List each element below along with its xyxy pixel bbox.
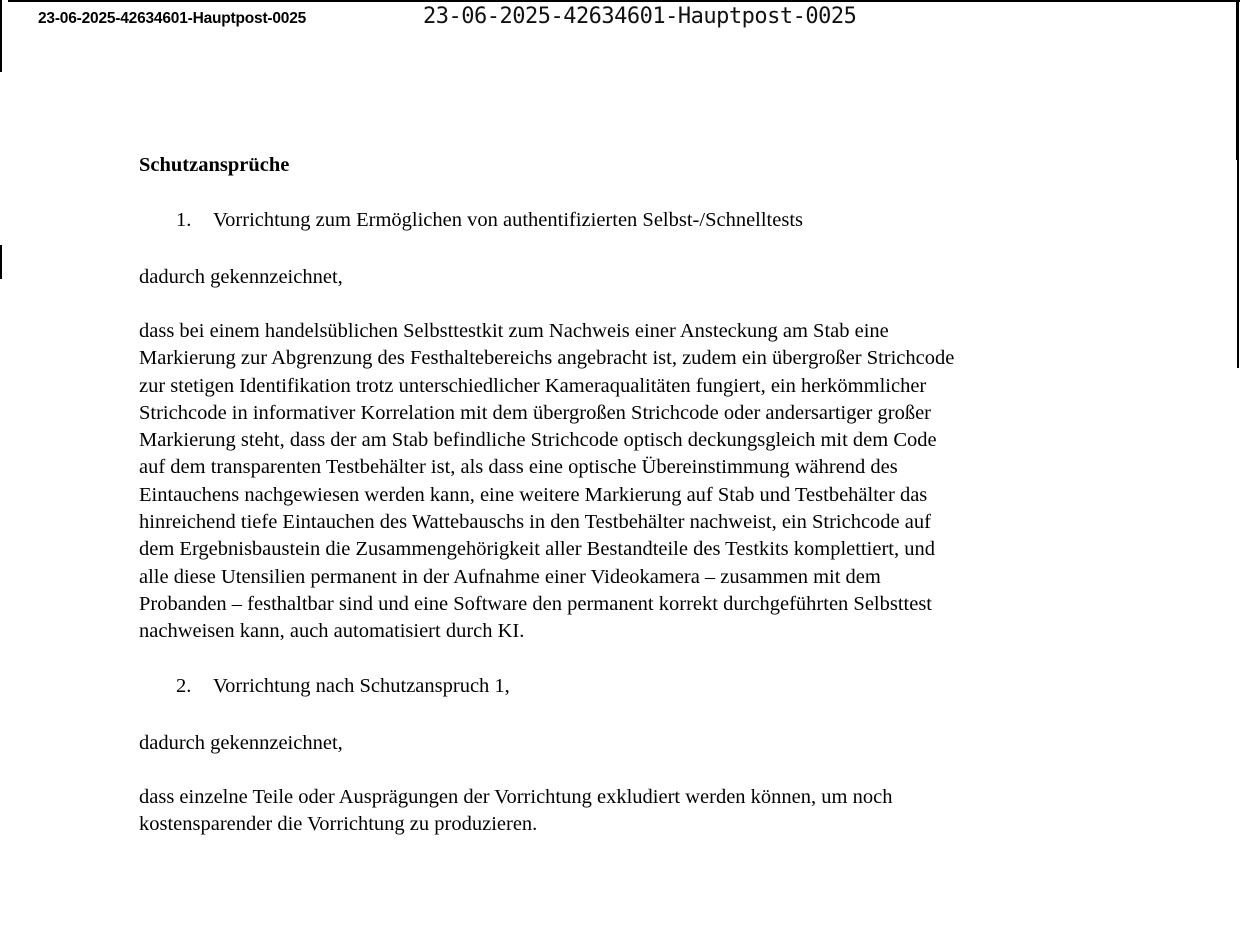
claim-title: Vorrichtung zum Ermöglichen von authentifizierten Selbst-/Schnelltests xyxy=(213,209,804,231)
scan-right-edge-mark xyxy=(1236,0,1239,160)
scan-left-edge-mark xyxy=(0,245,2,279)
body-line: Strichcode in informativer Korrelation mit dem übergroßen Strichcode oder andersartiger großer xyxy=(139,401,932,424)
claim-title: Vorrichtung nach Schutzanspruch 1, xyxy=(213,675,510,697)
claim-2-title xyxy=(176,675,510,698)
body-line: Markierung steht, dass der am Stab befindliche Strichcode optisch deckungsgleich mit dem Code xyxy=(139,429,937,452)
scan-top-border xyxy=(8,0,1240,2)
claim-1-characterized: dadurch gekennzeichnet, xyxy=(139,266,343,288)
body-line: kostensparender die Vorrichtung zu produzieren. xyxy=(139,813,538,836)
scan-left-edge-mark xyxy=(0,0,2,72)
body-line: Markierung zur Abgrenzung des Festhaltebereichs angebracht ist, zudem ein übergroßer Strichcode xyxy=(139,347,955,370)
body-line: nachweisen kann, auch automatisiert durch KI. xyxy=(139,620,525,643)
claim-1-title xyxy=(176,209,803,232)
body-line: hinreichend tiefe Eintauchen des Wattebauschs in den Testbehälter nachweist, ein Strichcode auf xyxy=(139,511,931,534)
body-line: auf dem transparenten Testbehälter ist, als dass eine optische Übereinstimmung während des xyxy=(139,456,898,479)
body-line: Probanden – festhaltbar sind und eine Software den permanent korrekt durchgeführten Selbsttest xyxy=(139,592,933,615)
claim-number: 2. xyxy=(176,675,192,697)
claim-1-body xyxy=(139,318,1129,646)
scan-right-edge-mark xyxy=(1237,160,1239,368)
page-title: Schutzansprüche xyxy=(139,154,290,176)
body-line: dass bei einem handelsüblichen Selbsttestkit zum Nachweis einer Ansteckung am Stab eine xyxy=(139,320,889,342)
claim-number: 1. xyxy=(176,209,192,231)
claim-2-characterized: dadurch gekennzeichnet, xyxy=(139,732,343,754)
filing-stamp-scanned: 23-06-2025-42634601-Hauptpost-0025 xyxy=(423,4,857,29)
claim-2-body xyxy=(139,784,1129,839)
filing-stamp-text: 23-06-2025-42634601-Hauptpost-0025 xyxy=(38,10,307,27)
body-line: Eintauchens nachgewiesen werden kann, eine weitere Markierung auf Stab und Testbehälter das xyxy=(139,483,928,506)
body-line: zur stetigen Identifikation trotz unterschiedlicher Kameraqualitäten fungiert, ein herkömmlicher xyxy=(139,374,927,397)
body-line: alle diese Utensilien permanent in der Aufnahme einer Videokamera – zusammen mit dem xyxy=(139,565,881,588)
body-line: dass einzelne Teile oder Ausprägungen der Vorrichtung exkludiert werden können, um noch xyxy=(139,786,893,808)
body-line: dem Ergebnisbaustein die Zusammengehörigkeit aller Bestandteile des Testkits komplettiert, und xyxy=(139,538,935,561)
